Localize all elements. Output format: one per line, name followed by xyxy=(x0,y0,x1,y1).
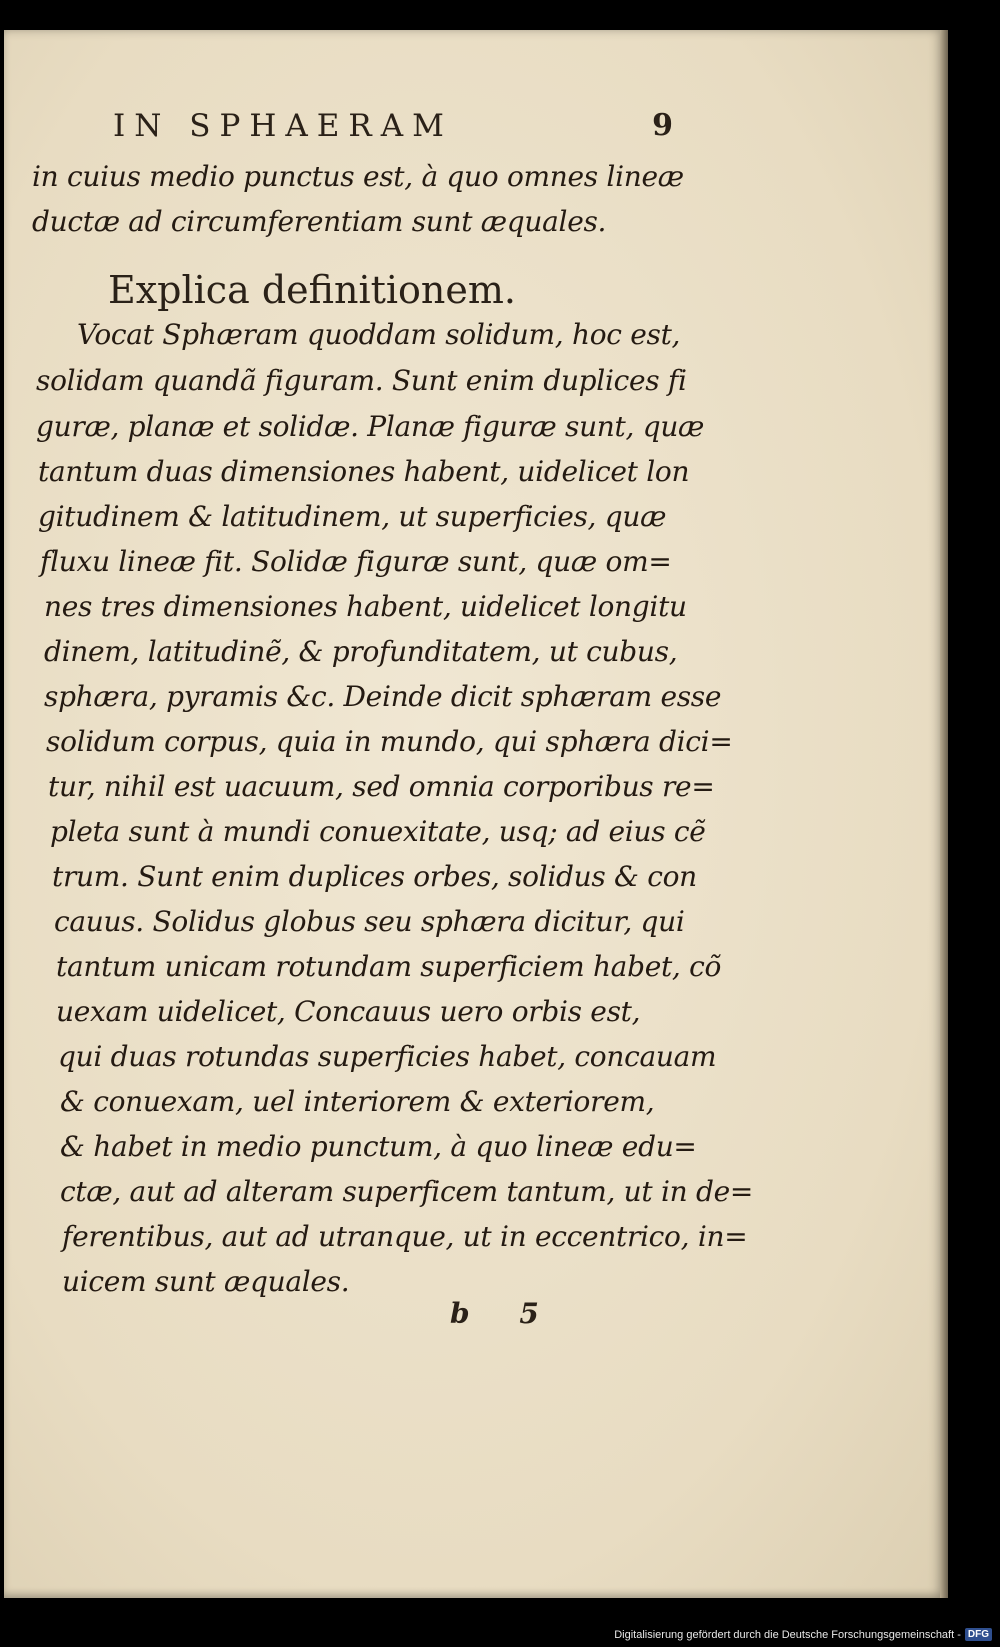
signature-mark: b 5 xyxy=(450,1297,559,1330)
text-line: Vocat Sphæram quoddam solidum, hoc est, xyxy=(77,318,681,351)
running-head xyxy=(113,108,673,150)
text-line: tantum duas dimensiones habent, uidelicet lon xyxy=(38,455,690,488)
text-line: ferentibus, aut ad utranque, ut in eccentrico, in= xyxy=(62,1220,748,1253)
text-line: dinem, latitudinẽ, & profunditatem, ut cubus, xyxy=(44,635,678,668)
text-line: tur, nihil est uacuum, sed omnia corporibus re= xyxy=(48,770,715,803)
credit-text: Digitalisierung gefördert durch die Deutsche Forschungsgemeinschaft - xyxy=(614,1628,961,1641)
text-line: cauus. Solidus globus seu sphæra dicitur, qui xyxy=(54,905,685,938)
text-line: guræ, planæ et solidæ. Planæ figuræ sunt, quæ xyxy=(36,410,705,443)
text-line: uicem sunt æquales. xyxy=(62,1265,350,1298)
text-line: ctæ, aut ad alteram superficem tantum, ut in de= xyxy=(60,1175,753,1208)
page-number: 9 xyxy=(652,108,673,143)
text-line: sphæra, pyramis &c. Deinde dicit sphæram esse xyxy=(44,680,722,713)
text-line: tantum unicam rotundam superficiem habet, cõ xyxy=(56,950,722,983)
text-line: & conuexam, uel interiorem & exteriorem, xyxy=(60,1085,655,1118)
text-line: in cuius medio punctus est, à quo omnes lineæ xyxy=(32,160,684,193)
dfg-logo: DFG xyxy=(965,1628,992,1641)
text-line: solidum corpus, quia in mundo, qui sphæra dici= xyxy=(46,725,733,758)
text-line: fluxu lineæ fit. Solidæ figuræ sunt, quæ om= xyxy=(40,545,672,578)
running-head-title: IN SPHAERAM xyxy=(113,108,453,144)
text-line: & habet in medio punctum, à quo lineæ edu= xyxy=(60,1130,697,1163)
book-page xyxy=(4,30,944,1598)
page-edge xyxy=(940,30,948,1598)
text-line: pleta sunt à mundi conuexitate, usq; ad eius cẽ xyxy=(50,815,706,848)
text-line: solidam quandã figuram. Sunt enim duplices fi xyxy=(36,364,687,397)
text-line: nes tres dimensiones habent, uidelicet longitu xyxy=(44,590,687,623)
text-line: trum. Sunt enim duplices orbes, solidus & con xyxy=(52,860,697,893)
digitization-credit xyxy=(614,1628,992,1641)
text-line: qui duas rotundas superficies habet, concauam xyxy=(58,1040,717,1073)
text-line: uexam uidelicet, Concauus uero orbis est, xyxy=(56,995,641,1028)
text-line: ductæ ad circumferentiam sunt æquales. xyxy=(32,205,607,238)
text-line: gitudinem & latitudinem, ut superficies, quæ xyxy=(38,500,667,533)
section-heading: Explica definitionem. xyxy=(108,268,516,312)
